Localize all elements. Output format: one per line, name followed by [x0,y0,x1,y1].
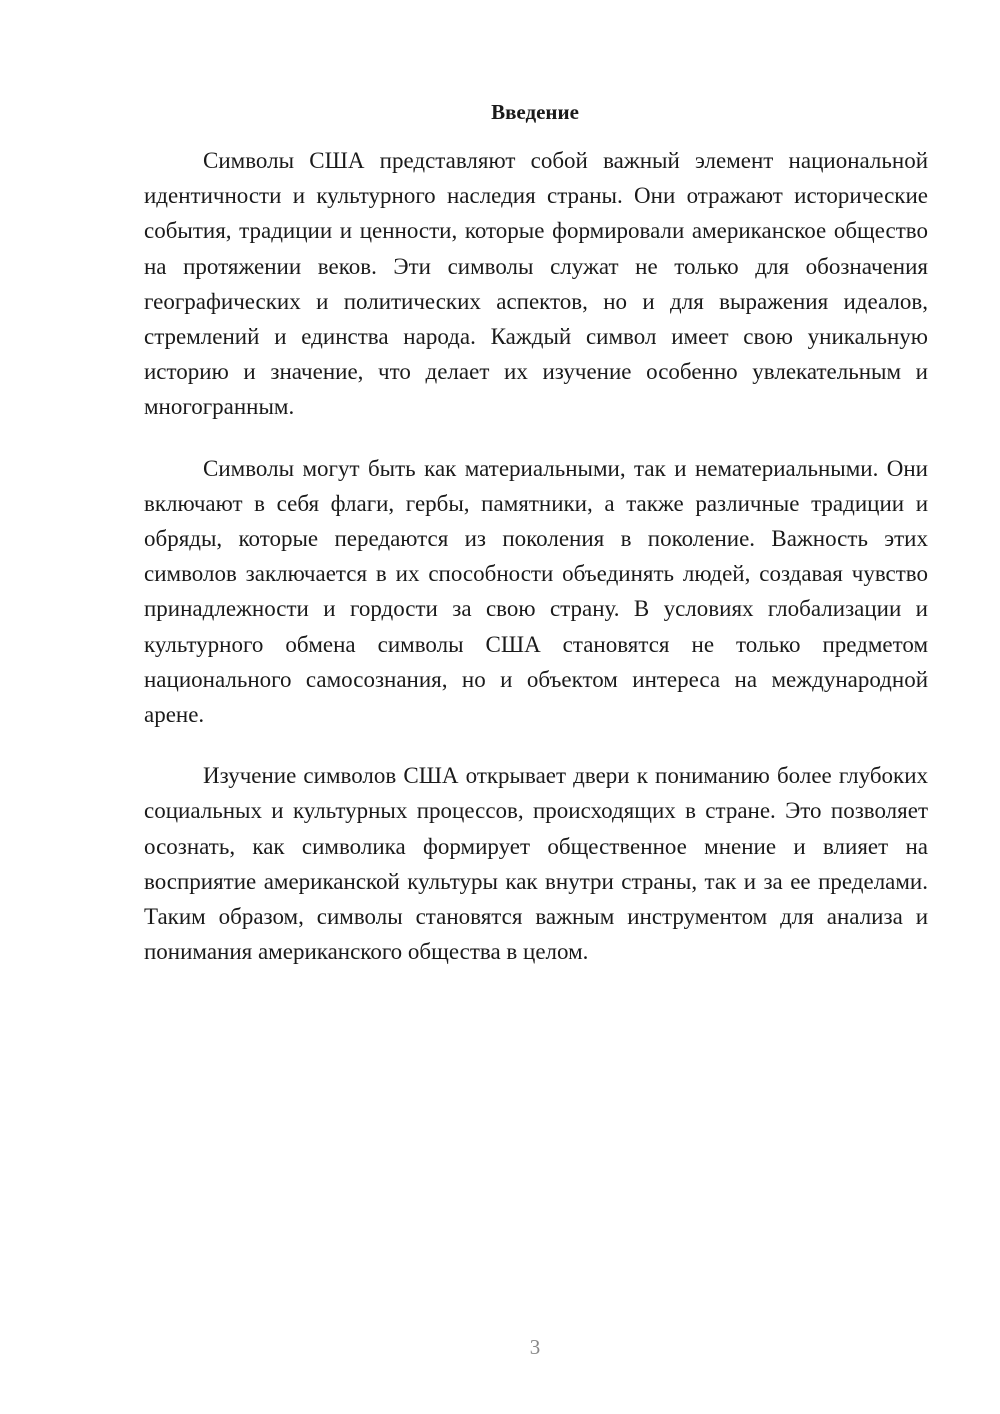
paragraph-2: Символы могут быть как материальными, так и нематериальными. Они включают в себя флаги, гербы, памятники, а также различные традиции и обряды, которые передаются из поколения в поколение. Важность этих символов заключается в их способности объединять людей, создавая чувство принадлежности и гордости за свою страну. В условиях глобализации и культурного обмена символы США становятся не только предметом национального самосознания, но и объектом интереса на международной арене. [144,455,928,728]
paragraph-3: Изучение символов США открывает двери к пониманию более глубоких социальных и культурных процессов, происходящих в стране. Это позволяет осознать, как символика формирует общественное мнение и влияет на восприятие американской культуры как внутри страны, так и за ее пределами. Таким образом, символы становятся важным инструментом для анализа и понимания американского общества в целом. [144,763,928,965]
paragraph-1: Символы США представляют собой важный элемент национальной идентичности и культурного наследия страны. Они отражают исторические события, традиции и ценности, которые формировали американское общество на протяжении веков. Эти символы служат не только для обозначения географических и политических аспектов, но и для выражения идеалов, стремлений и единства народа. Каждый символ имеет свою уникальную историю и значение, что делает их изучение особенно увлекательным и многогранным. [144,148,928,420]
body-text [144,143,928,995]
page-number: 3 [529,1335,541,1359]
page-heading: Введение [491,100,579,124]
